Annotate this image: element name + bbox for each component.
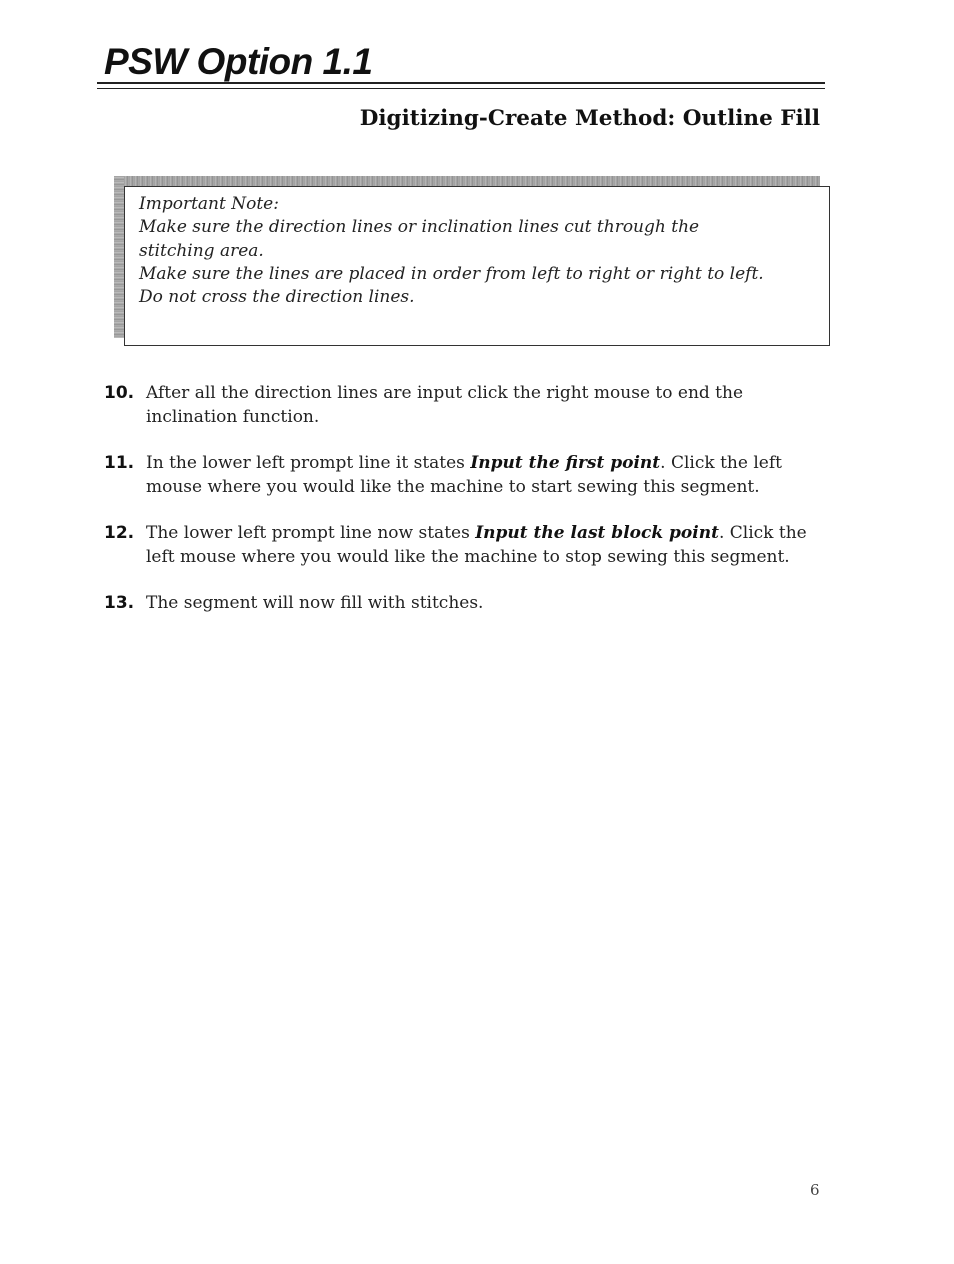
step-text <box>146 521 824 569</box>
step-text-part: After all the direction lines are input click the right mouse to end the inclination function. <box>146 383 744 427</box>
step-item <box>104 591 824 615</box>
step-text-part: The lower left prompt line now states <box>146 523 476 543</box>
step-text-part: In the lower left prompt line it states <box>146 453 471 473</box>
steps-list <box>104 381 824 637</box>
page-number: 6 <box>810 1181 820 1199</box>
step-number: 11. <box>104 453 135 473</box>
note-frame <box>124 186 830 346</box>
step-number: 12. <box>104 523 135 543</box>
step-number: 13. <box>104 593 135 613</box>
note-line: Do not cross the direction lines. <box>139 287 415 308</box>
important-note-box <box>114 176 830 348</box>
step-text <box>146 591 824 615</box>
step-item <box>104 451 824 499</box>
note-line: stitching area. <box>139 240 264 261</box>
note-text <box>139 193 821 309</box>
step-number: 10. <box>104 383 135 403</box>
step-text-part: . Click the left mouse where you would like the machine to start sewing this segment. <box>146 453 782 497</box>
note-shadow-left <box>114 176 124 338</box>
step-item <box>104 381 824 429</box>
step-text-part: . Click the left mouse where you would like the machine to stop sewing this segment. <box>146 523 807 567</box>
step-text <box>146 451 824 499</box>
note-heading: Important Note: <box>139 194 279 214</box>
note-line: Make sure the direction lines or inclination lines cut through the <box>139 217 700 238</box>
section-subtitle: Digitizing-Create Method: Outline Fill <box>359 106 820 131</box>
title-rule-top <box>97 82 825 84</box>
page-title: PSW Option 1.1 <box>104 41 373 82</box>
title-rule-bottom <box>97 88 825 89</box>
prompt-emphasis: Input the last block point <box>475 523 719 543</box>
step-item <box>104 521 824 569</box>
prompt-emphasis: Input the first point <box>470 453 661 473</box>
step-text <box>146 381 824 429</box>
step-text-part: The segment will now fill with stitches. <box>146 593 484 613</box>
note-shadow-top <box>114 176 820 186</box>
note-line: Make sure the lines are placed in order from left to right or right to left. <box>139 263 764 284</box>
